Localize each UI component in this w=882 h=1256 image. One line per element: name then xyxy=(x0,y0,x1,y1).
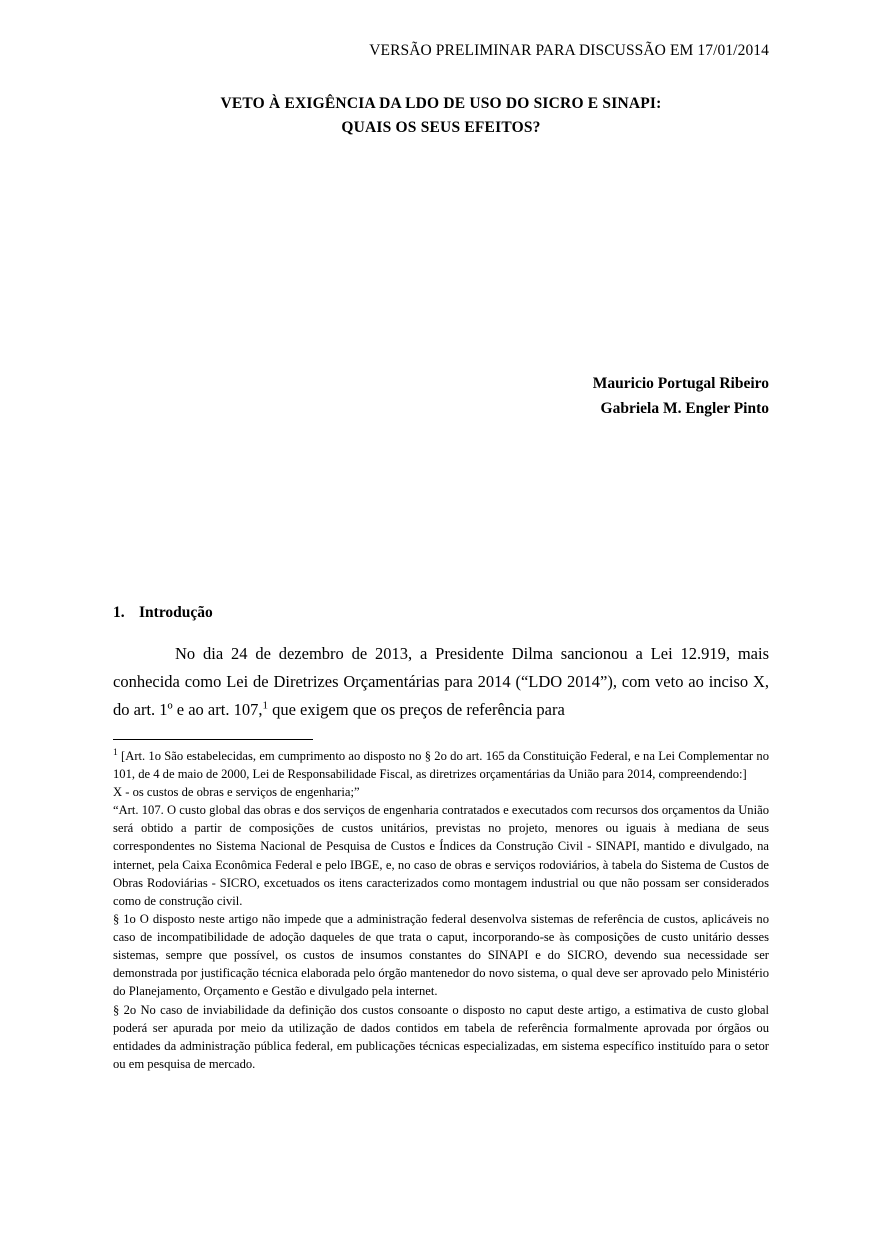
page-title-line-1: VETO À EXIGÊNCIA DA LDO DE USO DO SICRO E SINAPI: xyxy=(220,95,662,112)
body-paragraph-1-text-a: No dia 24 de dezembro de 2013, a Presidente Dilma sancionou a Lei 12.919, mais conhecida como Lei de Diretrizes Orçamentárias para 2014 (“LDO 2014”), com veto ao inciso X, do art. 1º e ao art. 107, xyxy=(113,643,769,720)
footnote-paragraph-5: § 2o No caso de inviabilidade da definição dos custos consoante o disposto no caput deste artigo, a estimativa de custo global poderá ser apurada por meio da utilização de dados contidos em tabela de referência formalmente aprovada por órgãos ou entidades da administração pública federal, em publicações técnicas especializadas, em sistema específico instituído para o setor ou em pesquisa de mercado. xyxy=(113,1002,769,1071)
footnote-paragraph-2: X - os custos de obras e serviços de engenharia;” xyxy=(113,785,360,799)
section-title: Introdução xyxy=(139,603,213,621)
body-paragraph-1-text-b: que exigem que os preços de referência para xyxy=(267,700,565,720)
footnote-paragraph-4: § 1o O disposto neste artigo não impede que a administração federal desenvolva sistemas de referência de custos, aplicáveis no caso de incompatibilidade de adoção daqueles de que trata o caput, incorporando-se às composições de custo unitário desses sistemas, sempre que possível, os custos de insumos constantes do SINAPI e do SICRO, devendo sua necessidade ser demonstrada por justificação técnica elaborada pelo órgão mantenedor do novo sistema, o qual deve ser aprovado pelo Ministério do Planejamento, Orçamento e Gestão e divulgado pela internet. xyxy=(113,911,769,999)
section-heading-introducao xyxy=(113,604,769,622)
section-number: 1. xyxy=(113,603,125,621)
page-title xyxy=(113,92,769,140)
footnote-paragraph-1 xyxy=(113,747,769,783)
footnote-paragraph-3: “Art. 107. O custo global das obras e dos serviços de engenharia contratados e executados com recursos dos orçamentos da União será obtido a partir de composições de custos unitários, previstas no projeto, menores ou iguais à mediana de seus correspondentes no Sistema Nacional de Pesquisa de Custos e Índices da Construção Civil - SINAPI, mantido e divulgado, na internet, pela Caixa Econômica Federal e pelo IBGE, e, no caso de obras e serviços rodoviários, à tabela do Sistema de Custos de Obras Rodoviárias - SICRO, excetuados os itens caracterizados como montagem industrial ou que não possam ser considerados como de construção civil. xyxy=(113,803,769,908)
page-content xyxy=(113,42,769,1073)
footnote-separator-rule xyxy=(113,739,313,740)
author-name-2: Gabriela M. Engler Pinto xyxy=(600,399,769,417)
footnote-reference-1[interactable]: 1 xyxy=(262,699,268,712)
author-block xyxy=(113,372,769,422)
footnote-paragraph-1-text: [Art. 1o São estabelecidas, em cumprimento ao disposto no § 2o do art. 165 da Constituição Federal, e na Lei Complementar no 101, de 4 de maio de 2000, Lei de Responsabilidade Fiscal, as diretrizes orçamentárias da União para 2014, compreendendo:] xyxy=(113,748,769,781)
author-name-1: Mauricio Portugal Ribeiro xyxy=(592,375,769,393)
body-paragraph-1 xyxy=(113,640,769,725)
document-header-version: VERSÃO PRELIMINAR PARA DISCUSSÃO EM 17/01/2014 xyxy=(369,42,769,59)
footnote-marker-1: 1 xyxy=(113,747,118,758)
page-title-line-2: QUAIS OS SEUS EFEITOS? xyxy=(341,119,541,137)
footnote-area xyxy=(113,747,769,1073)
